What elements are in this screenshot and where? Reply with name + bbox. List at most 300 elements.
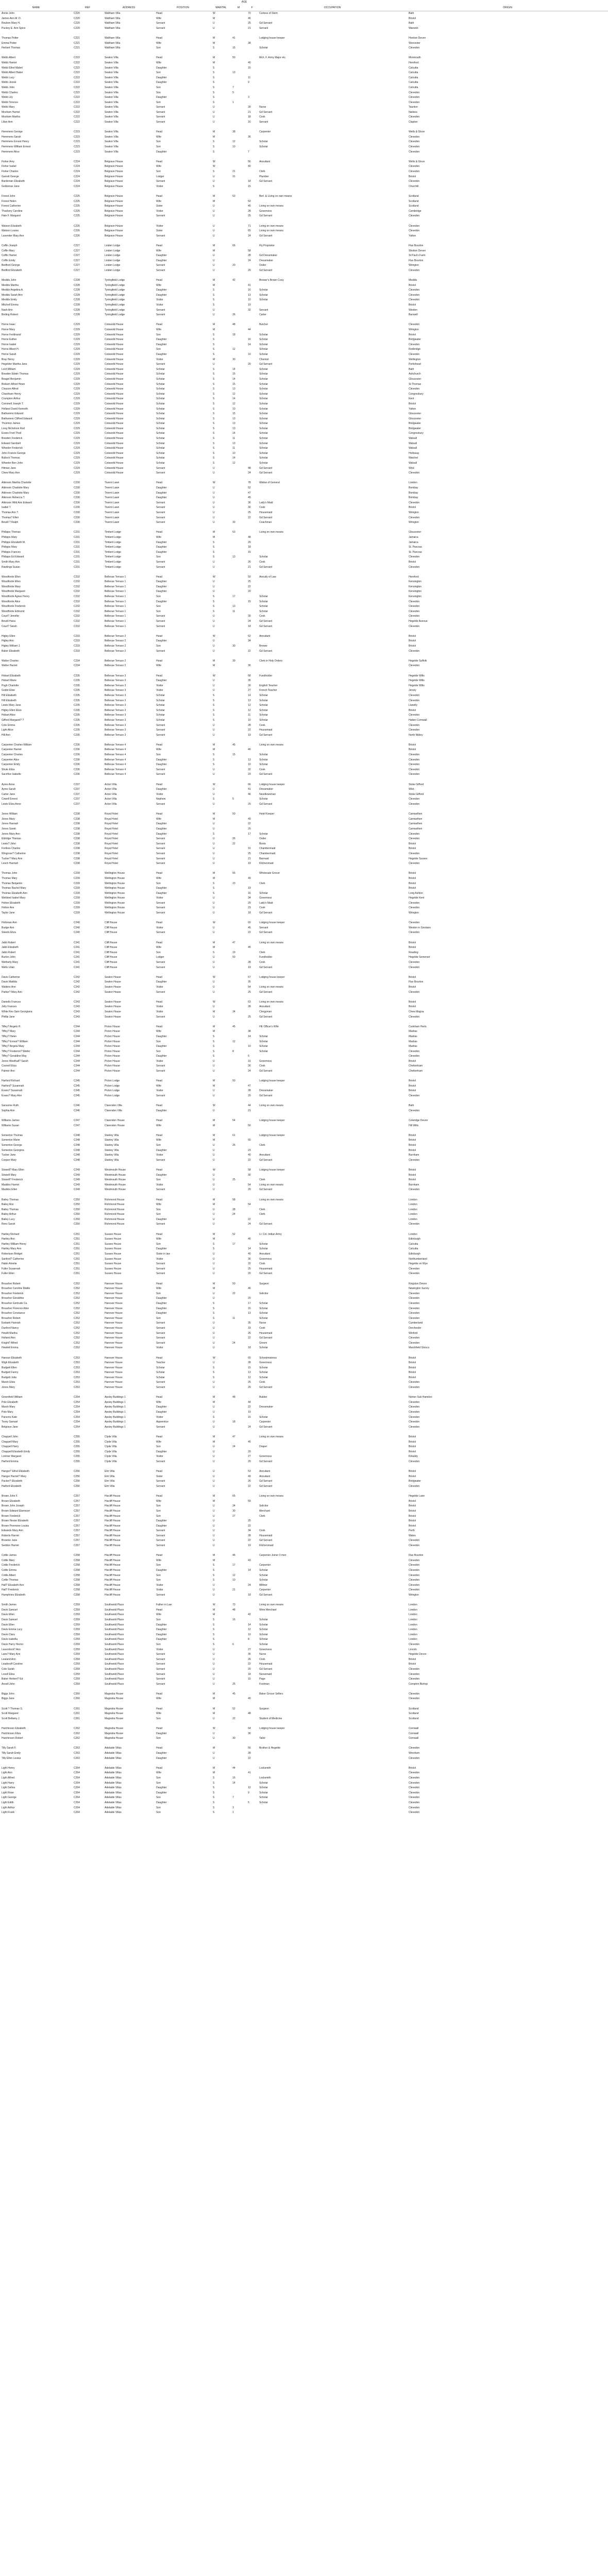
name-cell: Meddis John	[2, 279, 16, 282]
marital-cell: U	[213, 1267, 215, 1270]
occupation-cell	[258, 1054, 407, 1059]
occupation-cell	[258, 1202, 407, 1208]
name-cell: Somerton Marie	[2, 1139, 20, 1142]
ref-cell: C222	[74, 106, 80, 109]
age-male-cell	[231, 783, 246, 788]
position-cell: Daughter	[156, 758, 167, 761]
occupation-cell: Cook	[259, 560, 265, 564]
occupation-cell: Carpenter	[259, 1564, 271, 1567]
table-row	[0, 1005, 608, 1010]
address-cell: Belgrave House	[105, 175, 123, 178]
age-male-cell	[231, 1307, 246, 1312]
age-male-cell	[231, 1183, 246, 1188]
position-cell: Servant	[156, 106, 165, 109]
origin-cell: Northumberland	[409, 1257, 427, 1261]
age-male-cell: 31	[232, 175, 235, 178]
occupation-cell: Living on own means	[259, 1603, 284, 1607]
occupation-cell: Scholar	[259, 1796, 268, 1800]
age-male-cell	[231, 1657, 246, 1663]
position-cell: Servant	[156, 501, 165, 504]
origin-cell: Coleridge Devon	[409, 1119, 428, 1122]
marital-cell: U	[213, 308, 215, 312]
marital-cell: U	[213, 1059, 215, 1063]
name-cell: Bevell ? Ralph	[2, 521, 19, 524]
position-cell: Servant	[156, 308, 165, 312]
table-row	[0, 323, 608, 328]
origin-cell: Clevedon	[409, 1223, 420, 1226]
name-cell: Coffin Emily	[2, 259, 15, 262]
table-row	[0, 1326, 608, 1331]
origin-cell: Compton Bishop	[409, 1682, 428, 1686]
name-cell: Bailey Thomas	[2, 1198, 19, 1201]
occupation-cell: Locksmith	[259, 1776, 271, 1780]
table-row	[0, 41, 608, 46]
position-cell: Servant	[156, 624, 165, 628]
name-cell: Cowell Ernest	[2, 798, 18, 801]
age-female-cell	[246, 1242, 258, 1247]
position-cell: Head	[156, 1692, 162, 1696]
household-separator	[0, 654, 608, 659]
table-row	[0, 145, 608, 150]
name-cell: Chappell Harry	[2, 1445, 19, 1449]
table-row	[0, 600, 608, 605]
age-male-cell: 48	[232, 1608, 235, 1612]
position-cell: Daughter	[156, 1638, 167, 1641]
name-cell: Hanger Harriet? Mary	[2, 1475, 27, 1478]
ref-cell: C255	[74, 1445, 80, 1449]
position-cell: Head	[156, 872, 162, 875]
origin-cell: Bristol	[409, 941, 416, 944]
name-cell: Belgrave Jane	[2, 1425, 18, 1429]
table-row	[0, 209, 608, 214]
age-male-cell	[231, 1519, 246, 1524]
ref-cell: C252	[74, 1301, 80, 1305]
age-male-cell: 13	[232, 417, 235, 420]
marital-cell: W	[213, 674, 215, 677]
marital-cell: U	[213, 560, 215, 564]
marital-cell: S	[213, 71, 215, 75]
age-male-cell: 44	[232, 1766, 235, 1770]
table-row	[0, 1672, 608, 1677]
marital-cell: U	[213, 1252, 215, 1256]
marital-cell: M	[213, 1010, 215, 1013]
occupation-cell: Annuitant	[259, 1154, 271, 1157]
age-male-cell	[231, 1751, 246, 1756]
age-female-cell	[246, 446, 258, 451]
age-female-cell	[246, 871, 258, 876]
occupation-cell: Living on own means	[259, 1000, 284, 1004]
ref-cell: C226	[74, 234, 80, 238]
marital-cell: U	[213, 205, 215, 208]
name-cell: Brown Penmone Louisa	[2, 1524, 29, 1528]
occupation-cell: Gd Servant	[259, 1480, 273, 1483]
ref-cell: C233	[74, 634, 80, 638]
position-cell: Daughter	[156, 585, 167, 588]
position-cell: Servant	[156, 1070, 165, 1073]
position-cell: Daughter	[156, 1035, 167, 1038]
origin-cell: Ashchurch	[409, 372, 421, 376]
marital-cell: U	[213, 1672, 215, 1676]
marital-cell: U	[213, 1217, 215, 1221]
marital-cell: U	[213, 1756, 215, 1760]
marital-cell: S	[213, 1371, 215, 1375]
name-cell: Habin Amelia	[2, 1262, 17, 1266]
name-cell: Watson Elizabeth	[2, 224, 22, 228]
table-row	[0, 1776, 608, 1781]
age-male-cell	[231, 110, 246, 115]
table-row	[0, 199, 608, 205]
table-row	[0, 1405, 608, 1410]
ref-cell: C239	[74, 891, 80, 895]
name-cell: Light Arthur	[2, 1806, 15, 1809]
age-male-cell: 42	[232, 279, 235, 282]
occupation-cell	[258, 1410, 407, 1415]
age-male-cell	[231, 1069, 246, 1074]
ref-cell: C241	[74, 965, 80, 969]
origin-cell: Bristol	[409, 1766, 416, 1770]
occupation-cell: Cook	[259, 1262, 265, 1266]
position-cell: Scholar	[156, 397, 165, 401]
age-male-cell	[231, 1094, 246, 1099]
ref-cell: C259	[74, 1642, 80, 1646]
name-cell: Atkinson Wild Ann Edward	[2, 501, 32, 504]
ref-cell: C232	[74, 605, 80, 608]
table-row	[0, 1692, 608, 1697]
occupation-cell	[258, 486, 407, 491]
age-male-cell	[231, 352, 246, 358]
origin-cell: Bristol	[409, 847, 416, 851]
position-cell: Daughter	[156, 1786, 167, 1790]
age-male-cell	[231, 674, 246, 679]
occupation-cell: Gd Servant	[259, 1484, 273, 1488]
occupation-cell: Carpenter	[259, 130, 271, 134]
age-female-cell: 30	[248, 684, 251, 687]
position-cell: Wife	[156, 16, 161, 20]
table-row	[0, 1044, 608, 1049]
origin-cell: Clevedon	[409, 1579, 420, 1582]
position-cell: Daughter	[156, 1519, 167, 1523]
address-cell: Bellevue Terrace 2	[105, 645, 126, 648]
table-row	[0, 1257, 608, 1262]
name-cell: Tiffey? Geraldine May	[2, 1055, 27, 1058]
household-separator	[0, 916, 608, 921]
position-cell: Visitor	[156, 1010, 163, 1013]
age-female-cell: 15	[248, 66, 251, 70]
table-row	[0, 95, 608, 100]
address-cell: Belgrave House	[105, 165, 123, 168]
table-row	[0, 926, 608, 931]
age-male-cell	[231, 634, 246, 639]
occupation-cell: Scholar	[259, 367, 268, 371]
position-cell: Servant	[156, 723, 165, 727]
age-male-cell	[231, 1454, 246, 1460]
name-cell: Seddon Harriet	[2, 1544, 19, 1548]
table-row	[0, 1469, 608, 1475]
name-cell: Holton Ann	[2, 906, 14, 910]
ref-cell: C248	[74, 1154, 80, 1157]
address-cell: Clarendon Villa	[105, 1109, 122, 1112]
name-cell: Edward Sarnbelt	[2, 442, 21, 445]
position-cell: Wife	[156, 1499, 161, 1503]
name-cell: Jones William	[2, 812, 18, 816]
age-male-cell	[231, 906, 246, 911]
age-female-cell: 30	[248, 1173, 251, 1177]
occupation-cell	[258, 1296, 407, 1301]
address-cell: Cliff House	[105, 946, 117, 950]
name-cell: Harford? Susannah	[2, 1084, 24, 1088]
position-cell: Servant	[156, 1094, 165, 1098]
marital-cell: M	[213, 1554, 215, 1557]
occupation-cell: Gd Servant	[259, 1336, 273, 1340]
address-cell: Cotswold House	[105, 387, 124, 391]
origin-cell: Clevedon	[409, 1786, 420, 1790]
occupation-cell: Scholar	[259, 145, 268, 149]
column-header-address: ADDRESS	[103, 5, 155, 11]
position-cell: Visitor	[156, 1154, 163, 1157]
origin-cell: Clevedon	[409, 961, 420, 964]
position-cell: Daughter	[156, 600, 167, 603]
occupation-cell: Scholar	[259, 708, 268, 712]
ref-cell: C234	[74, 659, 80, 663]
address-cell: Cliff House	[105, 921, 117, 925]
age-male-cell	[231, 234, 246, 239]
marital-cell: S	[213, 758, 215, 761]
table-row	[0, 965, 608, 971]
position-cell: Servant	[156, 471, 165, 475]
age-female-cell	[246, 402, 258, 407]
origin-cell: Kent	[409, 397, 414, 401]
occupation-cell	[258, 283, 407, 289]
position-cell: Daughter	[156, 1307, 167, 1310]
age-female-cell: 54	[248, 1183, 251, 1187]
origin-cell: Clevedon	[409, 1460, 420, 1463]
occupation-cell: Lodging house keeper	[259, 1727, 285, 1731]
name-cell: Hobart Elizabeth	[2, 674, 21, 677]
position-cell: Head	[156, 323, 162, 327]
position-cell: Servant	[156, 837, 165, 841]
ref-cell: C255	[74, 1460, 80, 1463]
age-female-cell	[246, 1198, 258, 1203]
table-row	[0, 679, 608, 684]
table-row	[0, 1079, 608, 1084]
ref-cell: C222	[74, 115, 80, 119]
name-cell: Thomas Mary	[2, 876, 18, 880]
ref-cell: C254	[74, 1400, 80, 1404]
age-male-cell: 13	[232, 427, 235, 430]
origin-cell: London	[409, 1618, 417, 1621]
table-row	[0, 1158, 608, 1163]
age-female-cell: 23	[248, 773, 251, 776]
marital-cell: U	[213, 956, 215, 959]
age-male-cell: 14	[232, 432, 235, 435]
position-cell: Servant	[156, 521, 165, 524]
name-cell: Davis Samuel	[2, 1608, 18, 1612]
ref-cell: C224	[74, 170, 80, 173]
occupation-cell	[258, 16, 407, 22]
age-male-cell	[231, 1801, 246, 1806]
marital-cell: U	[213, 911, 215, 915]
name-cell: Meddis Angelina A.	[2, 289, 24, 292]
marital-cell: S	[213, 1801, 215, 1804]
occupation-cell: Scholar	[259, 451, 268, 455]
age-male-cell	[231, 80, 246, 86]
marital-cell: U	[213, 788, 215, 791]
position-cell: Head	[156, 1356, 162, 1360]
origin-cell: Clevedon	[409, 1301, 420, 1305]
name-cell: Thomas Potter	[2, 36, 19, 40]
position-cell: Servant	[156, 1188, 165, 1192]
table-row	[0, 960, 608, 965]
age-female-cell	[246, 194, 258, 199]
table-row	[0, 614, 608, 619]
table-row	[0, 1173, 608, 1178]
origin-cell: Clevedon	[409, 1341, 420, 1345]
origin-cell: Clevedon	[409, 343, 420, 346]
name-cell: Wingrose? Catherine	[2, 852, 26, 855]
household-separator	[0, 777, 608, 783]
position-cell: Head	[156, 783, 162, 786]
age-female-cell: 36	[248, 664, 251, 668]
table-row	[0, 1628, 608, 1633]
position-cell: Son	[156, 1514, 161, 1518]
name-cell: Bathwrenn Clifford Edward	[2, 417, 32, 420]
ref-cell: C231	[74, 550, 80, 554]
position-cell: Head	[156, 1198, 162, 1201]
occupation-cell	[258, 1148, 407, 1154]
name-cell: Hartley Richard	[2, 1232, 20, 1236]
occupation-cell	[258, 886, 407, 891]
position-cell: Scholar	[156, 422, 165, 426]
age-male-cell	[231, 1405, 246, 1410]
age-female-cell: 10	[248, 1633, 251, 1636]
name-cell: Webb Lily	[2, 96, 13, 99]
ref-cell: C244	[74, 1049, 80, 1053]
occupation-cell: Scholar	[259, 412, 268, 416]
marital-cell: S	[213, 1796, 215, 1800]
age-male-cell	[231, 1662, 246, 1667]
age-female-cell: 49	[248, 1475, 251, 1478]
name-cell: Holton Elizabeth	[2, 901, 21, 905]
age-female-cell	[246, 882, 258, 887]
position-cell: Servant	[156, 1425, 165, 1429]
origin-cell: Bristol	[409, 748, 416, 752]
occupation-cell: Carpenter Joiner 3 men	[259, 1554, 286, 1557]
age-male-cell	[231, 758, 246, 763]
name-cell: Steeds Eliza	[2, 931, 16, 935]
table-row	[0, 1316, 608, 1321]
age-female-cell	[246, 1553, 258, 1558]
age-female-cell: 27	[248, 689, 251, 692]
position-cell: Daughter	[156, 293, 167, 297]
origin-cell: Clevedon	[409, 1588, 420, 1592]
origin-cell: Bristol	[409, 1148, 416, 1152]
table-row	[0, 46, 608, 51]
age-male-cell	[231, 76, 246, 81]
address-cell: Cotswold House	[105, 377, 124, 381]
table-row	[0, 1637, 608, 1642]
age-male-cell	[231, 1425, 246, 1430]
age-male-cell: 61	[232, 1133, 235, 1137]
marital-cell: S	[213, 456, 215, 460]
address-cell: Tivernt Lawn	[105, 506, 120, 510]
table-row	[0, 184, 608, 190]
age-male-cell: 25	[232, 1178, 235, 1182]
origin-cell: Bristol	[409, 1005, 416, 1009]
name-cell: Cosnell Eliza	[2, 1064, 16, 1068]
occupation-cell: Footman	[259, 1682, 269, 1686]
ref-cell: C236	[74, 753, 80, 757]
age-male-cell: 10	[232, 407, 235, 411]
origin-cell: Hegelde Somerset	[409, 956, 430, 959]
age-female-cell: 54	[248, 985, 251, 989]
address-cell: Acton Villa	[105, 783, 117, 786]
position-cell: Servant	[156, 931, 165, 935]
marital-cell: S	[213, 81, 215, 84]
address-cell: Bellevue Terrace 3	[105, 674, 126, 677]
occupation-cell: Gd Servant	[259, 931, 273, 935]
household-separator	[0, 1816, 608, 1821]
marital-cell: M	[213, 1495, 215, 1498]
table-row	[0, 115, 608, 120]
position-cell: Servant	[156, 1667, 165, 1671]
age-male-cell	[231, 891, 246, 896]
table-row	[0, 762, 608, 768]
ref-cell: C250	[74, 1213, 80, 1216]
address-cell: Cliff House	[105, 926, 117, 929]
name-cell: Light Edith	[2, 1801, 14, 1804]
ref-cell: C229	[74, 338, 80, 342]
origin-cell: Bristol	[409, 560, 416, 564]
occupation-cell	[258, 1400, 407, 1405]
origin-cell: Wick	[409, 788, 414, 791]
origin-cell: Bristol	[409, 1366, 416, 1369]
marital-cell: U	[213, 496, 215, 500]
occupation-cell: Scholar	[259, 447, 268, 450]
position-cell: Daughter	[156, 827, 167, 831]
address-cell: Hanover House	[105, 1331, 123, 1335]
age-male-cell	[231, 66, 246, 71]
table-row	[0, 634, 608, 639]
name-cell: James Ann M. D.	[2, 16, 22, 20]
age-female-cell	[246, 1341, 258, 1346]
address-cell: Hanover House	[105, 1292, 123, 1295]
marital-cell: S	[213, 397, 215, 401]
position-cell: Wife	[156, 535, 161, 539]
address-cell: Belgrave House	[105, 180, 123, 183]
address-cell: Adelaide Villas	[105, 1771, 122, 1775]
ref-cell: C233	[74, 639, 80, 643]
name-cell: Jones Sarah	[2, 827, 16, 831]
ref-cell: C235	[74, 699, 80, 702]
address-cell: Cotswold House	[105, 437, 124, 440]
address-cell: Adelaide Villas	[105, 1791, 122, 1794]
age-female-cell	[246, 263, 258, 268]
age-male-cell: 27	[232, 1514, 235, 1518]
ref-cell: C232	[74, 624, 80, 628]
occupation-cell	[258, 1519, 407, 1524]
table-row	[0, 1118, 608, 1124]
ref-cell: C236	[74, 773, 80, 776]
ref-cell: C258	[74, 1558, 80, 1562]
address-cell: Royal Hotel	[105, 842, 118, 845]
marital-cell: U	[213, 521, 215, 524]
occupation-cell: Clerk	[259, 1178, 265, 1182]
ref-cell: C245	[74, 1079, 80, 1083]
name-cell: Nash Ann	[2, 308, 13, 312]
name-cell: Isabel T.	[2, 506, 11, 510]
address-cell: Seaton House	[105, 1010, 121, 1013]
address-cell: Elm Villa	[105, 1475, 115, 1478]
